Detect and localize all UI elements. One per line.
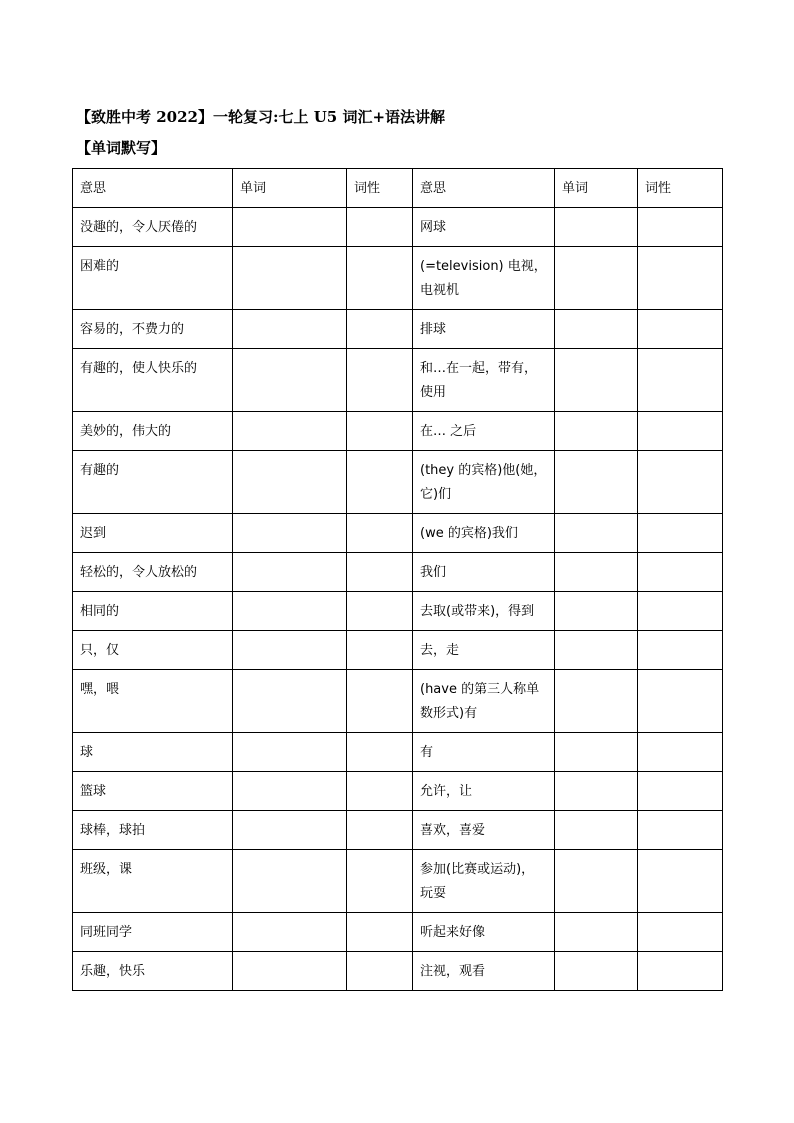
meaning-cell (413, 514, 555, 553)
meaning-text: (we 的宾格)我们 (420, 526, 518, 541)
part-of-speech-answer-cell[interactable] (638, 592, 723, 631)
word-answer-cell[interactable] (233, 451, 347, 514)
section-heading: 【单词默写】 (76, 139, 167, 157)
part-of-speech-answer-cell[interactable] (638, 733, 723, 772)
part-of-speech-answer-cell[interactable] (638, 913, 723, 952)
meaning-text: 去，走 (420, 643, 460, 658)
word-answer-cell[interactable] (233, 913, 347, 952)
table-row (73, 670, 723, 733)
table-row (73, 247, 723, 310)
part-of-speech-answer-cell[interactable] (638, 670, 723, 733)
part-of-speech-answer-cell[interactable] (347, 631, 413, 670)
part-of-speech-answer-cell[interactable] (638, 310, 723, 349)
meaning-text: 和…在一起，带有，使用 (420, 361, 538, 400)
meaning-text: 球棒，球拍 (80, 823, 146, 838)
meaning-text: (have 的第三人称单数形式)有 (420, 682, 540, 721)
meaning-text: 没趣的，令人厌倦的 (80, 220, 198, 235)
meaning-cell (413, 349, 555, 412)
meaning-text: 听起来好像 (420, 925, 486, 940)
word-answer-cell[interactable] (233, 733, 347, 772)
word-answer-cell[interactable] (555, 772, 638, 811)
part-of-speech-answer-cell[interactable] (347, 349, 413, 412)
header-word: 单词 (233, 169, 347, 208)
meaning-cell (73, 592, 233, 631)
word-answer-cell[interactable] (233, 310, 347, 349)
meaning-cell (413, 772, 555, 811)
meaning-text: 班级，课 (80, 862, 133, 877)
header-meaning: 意思 (413, 169, 555, 208)
table-row (73, 772, 723, 811)
meaning-cell (73, 208, 233, 247)
meaning-text: 网球 (420, 220, 447, 235)
meaning-text: 喜欢，喜爱 (420, 823, 486, 838)
word-answer-cell[interactable] (233, 349, 347, 412)
table-row (73, 733, 723, 772)
meaning-cell (73, 310, 233, 349)
meaning-cell (73, 247, 233, 310)
word-answer-cell[interactable] (555, 412, 638, 451)
meaning-text: 迟到 (80, 526, 107, 541)
meaning-cell (73, 451, 233, 514)
word-answer-cell[interactable] (233, 208, 347, 247)
word-answer-cell[interactable] (233, 811, 347, 850)
meaning-cell (413, 952, 555, 991)
table-row (73, 208, 723, 247)
meaning-text: 注视，观看 (420, 964, 486, 979)
meaning-text: 嘿，喂 (80, 682, 120, 697)
table-row (73, 952, 723, 991)
word-answer-cell[interactable] (555, 208, 638, 247)
meaning-text: 我们 (420, 565, 447, 580)
table-row (73, 850, 723, 913)
part-of-speech-answer-cell[interactable] (638, 952, 723, 991)
part-of-speech-answer-cell[interactable] (347, 913, 413, 952)
meaning-cell (413, 811, 555, 850)
meaning-text: 球 (80, 745, 94, 760)
word-answer-cell[interactable] (555, 451, 638, 514)
meaning-text: 容易的，不费力的 (80, 322, 185, 337)
part-of-speech-answer-cell[interactable] (638, 412, 723, 451)
meaning-text: 同班同学 (80, 925, 133, 940)
table-header-row (73, 169, 723, 208)
part-of-speech-answer-cell[interactable] (638, 451, 723, 514)
word-answer-cell[interactable] (555, 850, 638, 913)
meaning-text: 在… 之后 (420, 424, 477, 439)
word-answer-cell[interactable] (555, 514, 638, 553)
part-of-speech-answer-cell[interactable] (347, 208, 413, 247)
part-of-speech-answer-cell[interactable] (347, 952, 413, 991)
meaning-cell (73, 913, 233, 952)
word-answer-cell[interactable] (555, 733, 638, 772)
meaning-text: 排球 (420, 322, 447, 337)
word-answer-cell[interactable] (233, 631, 347, 670)
meaning-cell (413, 913, 555, 952)
part-of-speech-answer-cell[interactable] (638, 349, 723, 412)
meaning-cell (413, 412, 555, 451)
page-title: 【致胜中考 2022】一轮复习:七上 U5 词汇+语法讲解 (76, 108, 446, 126)
table-row (73, 451, 723, 514)
part-of-speech-answer-cell[interactable] (347, 310, 413, 349)
part-of-speech-answer-cell[interactable] (638, 514, 723, 553)
meaning-cell (73, 514, 233, 553)
meaning-cell (413, 451, 555, 514)
header-word: 单词 (555, 169, 638, 208)
part-of-speech-answer-cell[interactable] (347, 733, 413, 772)
word-answer-cell[interactable] (555, 553, 638, 592)
header-part-of-speech: 词性 (347, 169, 413, 208)
part-of-speech-answer-cell[interactable] (638, 208, 723, 247)
word-answer-cell[interactable] (555, 913, 638, 952)
part-of-speech-answer-cell[interactable] (347, 553, 413, 592)
part-of-speech-answer-cell[interactable] (638, 811, 723, 850)
word-answer-cell[interactable] (555, 952, 638, 991)
header-part-of-speech: 词性 (638, 169, 723, 208)
part-of-speech-answer-cell[interactable] (347, 247, 413, 310)
part-of-speech-answer-cell[interactable] (638, 772, 723, 811)
table-row (73, 913, 723, 952)
word-answer-cell[interactable] (233, 850, 347, 913)
meaning-cell (73, 412, 233, 451)
meaning-cell (413, 310, 555, 349)
part-of-speech-answer-cell[interactable] (347, 514, 413, 553)
meaning-cell (73, 811, 233, 850)
meaning-cell (413, 631, 555, 670)
part-of-speech-answer-cell[interactable] (347, 811, 413, 850)
part-of-speech-answer-cell[interactable] (347, 451, 413, 514)
table-row (73, 412, 723, 451)
meaning-text: 允许，让 (420, 784, 473, 799)
word-answer-cell[interactable] (233, 670, 347, 733)
meaning-cell (73, 349, 233, 412)
part-of-speech-answer-cell[interactable] (347, 670, 413, 733)
word-answer-cell[interactable] (555, 811, 638, 850)
part-of-speech-answer-cell[interactable] (347, 412, 413, 451)
meaning-cell (413, 208, 555, 247)
part-of-speech-answer-cell[interactable] (638, 850, 723, 913)
meaning-cell (73, 733, 233, 772)
word-answer-cell[interactable] (555, 631, 638, 670)
meaning-cell (413, 670, 555, 733)
header-meaning: 意思 (73, 169, 233, 208)
word-answer-cell[interactable] (555, 670, 638, 733)
meaning-text: 篮球 (80, 784, 107, 799)
table-row (73, 349, 723, 412)
meaning-text: 参加(比赛或运动)，玩耍 (420, 862, 535, 901)
meaning-text: 轻松的，令人放松的 (80, 565, 198, 580)
part-of-speech-answer-cell[interactable] (347, 772, 413, 811)
meaning-cell (413, 733, 555, 772)
meaning-text: 去取(或带来)，得到 (420, 604, 535, 619)
part-of-speech-answer-cell[interactable] (638, 631, 723, 670)
vocabulary-table (72, 168, 723, 991)
word-answer-cell[interactable] (233, 412, 347, 451)
meaning-text: 有趣的，使人快乐的 (80, 361, 198, 376)
word-answer-cell[interactable] (233, 592, 347, 631)
word-answer-cell[interactable] (233, 514, 347, 553)
word-answer-cell[interactable] (233, 553, 347, 592)
meaning-text: 有 (420, 745, 434, 760)
meaning-text: 乐趣，快乐 (80, 964, 146, 979)
word-answer-cell[interactable] (555, 247, 638, 310)
meaning-cell (73, 850, 233, 913)
table-row (73, 553, 723, 592)
meaning-cell (413, 247, 555, 310)
part-of-speech-answer-cell[interactable] (638, 553, 723, 592)
meaning-cell (73, 772, 233, 811)
part-of-speech-answer-cell[interactable] (638, 247, 723, 310)
word-answer-cell[interactable] (555, 349, 638, 412)
meaning-text: 只，仅 (80, 643, 120, 658)
table-row (73, 631, 723, 670)
part-of-speech-answer-cell[interactable] (347, 850, 413, 913)
meaning-cell (73, 553, 233, 592)
meaning-cell (413, 850, 555, 913)
meaning-cell (73, 670, 233, 733)
meaning-cell (73, 631, 233, 670)
table-row (73, 592, 723, 631)
meaning-cell (73, 952, 233, 991)
word-answer-cell[interactable] (233, 952, 347, 991)
meaning-text: 困难的 (80, 259, 120, 274)
word-answer-cell[interactable] (233, 772, 347, 811)
word-answer-cell[interactable] (233, 247, 347, 310)
table-row (73, 514, 723, 553)
meaning-cell (413, 592, 555, 631)
table-row (73, 811, 723, 850)
meaning-text: (they 的宾格)他(她，它)们 (420, 463, 547, 502)
meaning-text: (=television) 电视，电视机 (420, 259, 547, 298)
table-row (73, 310, 723, 349)
meaning-text: 美妙的，伟大的 (80, 424, 172, 439)
word-answer-cell[interactable] (555, 310, 638, 349)
word-answer-cell[interactable] (555, 592, 638, 631)
meaning-cell (413, 553, 555, 592)
part-of-speech-answer-cell[interactable] (347, 592, 413, 631)
meaning-text: 有趣的 (80, 463, 120, 478)
meaning-text: 相同的 (80, 604, 120, 619)
